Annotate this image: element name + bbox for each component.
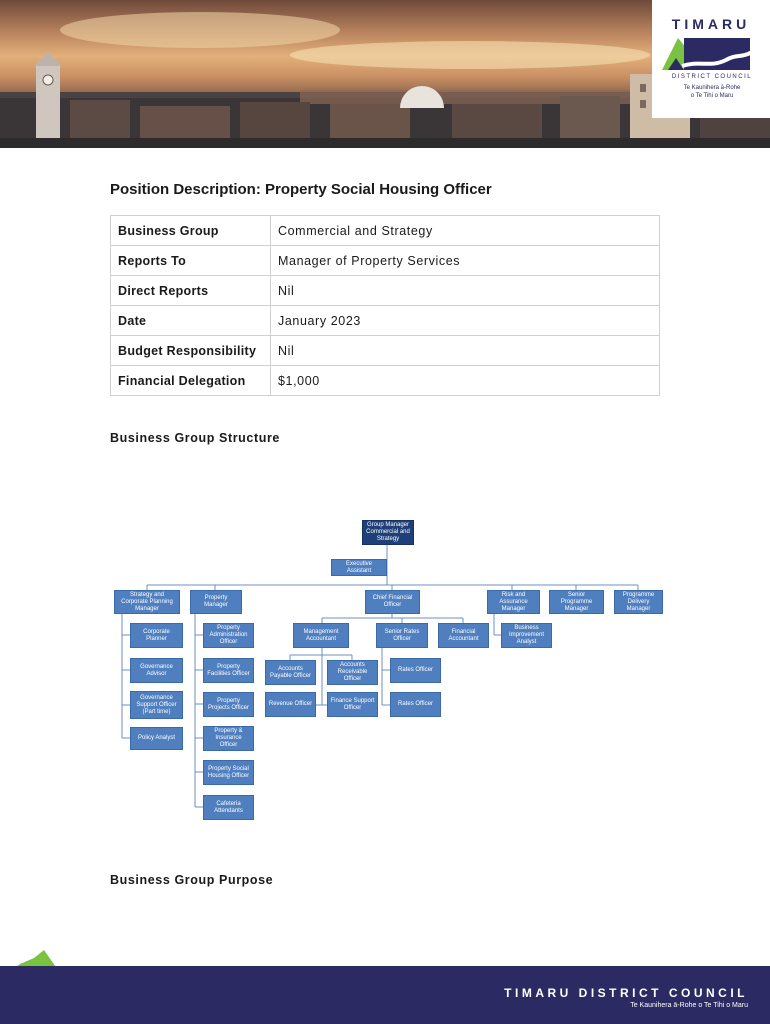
org-node: Chief Financial Officer (365, 590, 420, 614)
logo-sub-line-2: o Te Tihi o Maru (690, 93, 734, 99)
org-node: Property Administration Officer (203, 623, 254, 648)
info-table-row (111, 336, 660, 366)
info-key: Business Group (111, 216, 271, 246)
document-title: Position Description: Property Social Housing Officer (110, 181, 492, 198)
org-node: Property Facilities Officer (203, 658, 254, 683)
info-key: Budget Responsibility (111, 336, 271, 366)
footer-band (0, 966, 770, 1024)
org-node: Senior Programme Manager (549, 590, 604, 614)
purpose-heading: Business Group Purpose (110, 873, 274, 887)
position-info-table (110, 215, 660, 396)
logo-mountain-river-mark (660, 32, 762, 72)
org-node: Group Manager Commercial and Strategy (362, 520, 414, 545)
info-table-row (111, 246, 660, 276)
org-node: Business Improvement Analyst (501, 623, 552, 648)
info-value: Nil (271, 336, 660, 366)
logo-sub-line-1: Te Kaunihera ā-Rohe (683, 85, 741, 91)
structure-heading: Business Group Structure (110, 431, 280, 445)
org-node: Revenue Officer (265, 692, 316, 717)
org-node: Property Social Housing Officer (203, 760, 254, 785)
org-node: Policy Analyst (130, 727, 183, 750)
logo-council-text: DISTRICT COUNCIL (671, 74, 753, 80)
info-key: Financial Delegation (111, 366, 271, 396)
info-key: Reports To (111, 246, 271, 276)
info-value: Commercial and Strategy (271, 216, 660, 246)
info-table-row (111, 366, 660, 396)
org-node: Programme Delivery Manager (614, 590, 663, 614)
info-value: Nil (271, 276, 660, 306)
org-node: Governance Support Officer (Part time) (130, 691, 183, 719)
info-value: Manager of Property Services (271, 246, 660, 276)
org-node: Accounts Receivable Officer (327, 660, 378, 685)
info-value: January 2023 (271, 306, 660, 336)
logo-title: TIMARU (671, 16, 751, 32)
org-node: Property Projects Officer (203, 692, 254, 717)
info-table-row (111, 216, 660, 246)
org-node: Finance Support Officer (327, 692, 378, 717)
org-node: Corporate Planner (130, 623, 183, 648)
footer-subtitle: Te Kaunihera ā-Rohe o Te Tihi o Maru (630, 1002, 748, 1009)
info-key: Direct Reports (111, 276, 271, 306)
org-node: Financial Accountant (438, 623, 489, 648)
org-node: Property & Insurance Officer (203, 726, 254, 751)
info-table-row (111, 276, 660, 306)
info-table-row (111, 306, 660, 336)
org-node: Rates Officer (390, 658, 441, 683)
info-key: Date (111, 306, 271, 336)
org-node: Strategy and Corporate Planning Manager (114, 590, 180, 614)
org-node: Executive Assistant (331, 559, 387, 576)
org-node: Rates Officer (390, 692, 441, 717)
info-value: $1,000 (271, 366, 660, 396)
org-node: Risk and Assurance Manager (487, 590, 540, 614)
org-node: Governance Advisor (130, 658, 183, 683)
logo-maori-subtitle (656, 84, 768, 100)
org-node: Cafeteria Attendants (203, 795, 254, 820)
org-node: Management Accountant (293, 623, 349, 648)
footer-title: TIMARU DISTRICT COUNCIL (504, 986, 748, 1000)
council-logo (652, 0, 770, 118)
org-node: Accounts Payable Officer (265, 660, 316, 685)
org-node: Senior Rates Officer (376, 623, 428, 648)
org-node: Property Manager (190, 590, 242, 614)
